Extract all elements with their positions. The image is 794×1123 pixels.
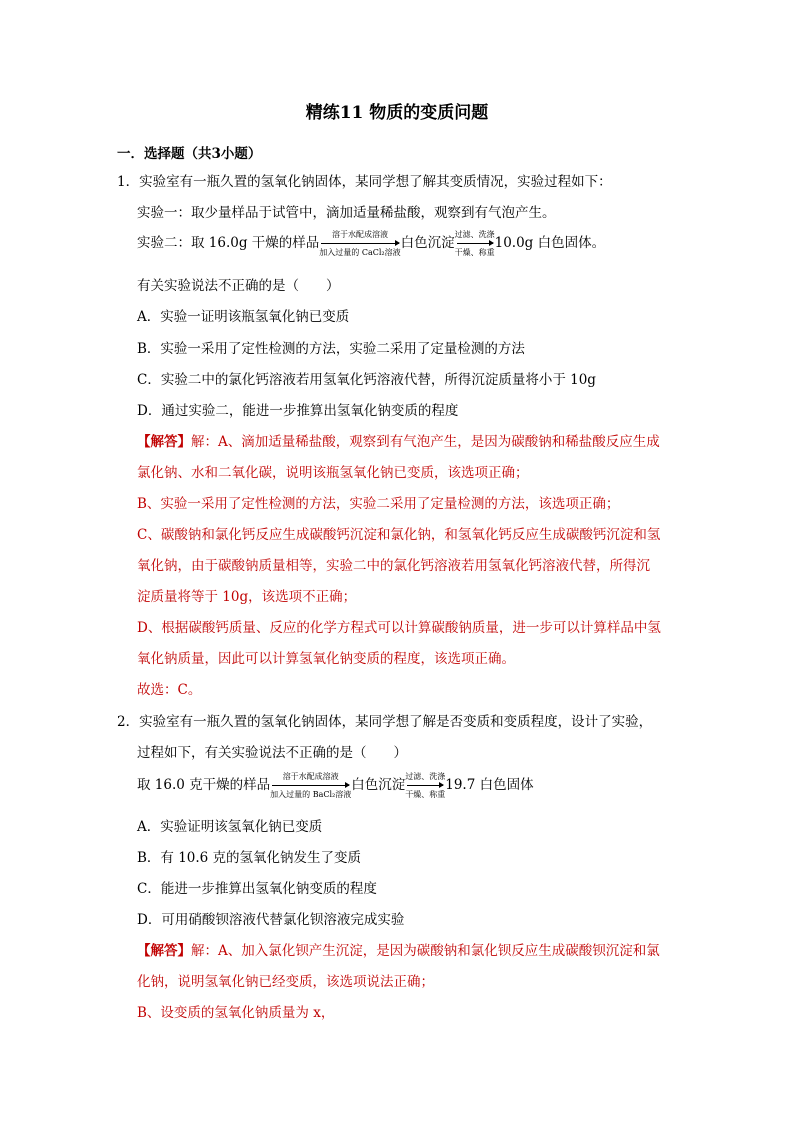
- q1-ask: 有关实验说法不正确的是（ ）: [137, 278, 340, 294]
- q1-answer-line-5: 氧化钠，由于碳酸钠质量相等，实验二中的氯化钙溶液若用氢氧化钙溶液代替，所得沉: [137, 558, 650, 574]
- q2-proc-suffix: 19.7 白色固体: [445, 777, 534, 793]
- q1-r1-bottom: 加入过量的 CaCl₂溶液: [319, 248, 401, 257]
- arrow-icon: [405, 781, 445, 790]
- q2-answer-line-3: B、设变质的氢氧化钠质量为 x，: [137, 1005, 335, 1021]
- q1-answer-line-6: 淀质量将等于 10g，该选项不正确；: [137, 589, 357, 605]
- q2-stem-1: 2．实验室有一瓶久置的氢氧化钠固体，某同学想了解是否变质和变质程度，设计了实验，: [117, 714, 653, 730]
- page-title: 精练11 物质的变质问题: [305, 103, 489, 123]
- q1-r1-top: 溶于水配成溶液: [331, 230, 388, 239]
- q1-answer-choice: 故选：C。: [137, 682, 202, 698]
- q2-proc-prefix: 取 16.0 克干燥的样品: [137, 777, 271, 793]
- q1-exp2-mid: 白色沉淀: [400, 235, 455, 251]
- q2-r1-top: 溶于水配成溶液: [282, 772, 339, 781]
- q2-option-b: B．有 10.6 克的氢氧化钠发生了变质: [137, 850, 362, 866]
- q2-answer-line-2: 化钠，说明氢氧化钠已经变质，该选项说法正确；: [137, 974, 434, 990]
- q1-answer-line-2: 氯化钠、水和二氧化碳，说明该瓶氢氧化钠已变质，该选项正确；: [137, 465, 529, 481]
- arrow-icon: [319, 239, 400, 248]
- q1-stem: 1．实验室有一瓶久置的氢氧化钠固体，某同学想了解其变质情况，实验过程如下：: [117, 174, 612, 190]
- q2-r1-bottom: 加入过量的 BaCl₂溶液: [270, 790, 352, 799]
- q2-answer-text: 解：A、加入氯化钡产生沉淀，是因为碳酸钠和氯化钡反应生成碳酸钡沉淀和氯: [191, 943, 660, 959]
- q1-option-b: B．实验一采用了定性检测的方法，实验二采用了定量检测的方法: [137, 341, 525, 357]
- q1-exp2-suffix: 10.0g 白色固体。: [494, 235, 606, 251]
- q2-r2-bottom: 干燥、称重: [405, 790, 446, 799]
- q1-reaction-arrow-2: [455, 230, 495, 257]
- answer-tag: 【解答】: [137, 943, 191, 959]
- q2-option-c: C．能进一步推算出氢氧化钠变质的程度: [137, 881, 377, 897]
- q1-answer-line-3: B、实验一采用了定性检测的方法，实验二采用了定量检测的方法，该选项正确；: [137, 496, 620, 512]
- q2-reaction-arrow-2: [405, 772, 445, 799]
- q2-answer-line-1: [137, 941, 660, 961]
- q1-answer-line-1: [137, 432, 660, 452]
- q2-stem-2: 过程如下，有关实验说法不正确的是（ ）: [137, 745, 407, 761]
- arrow-icon: [270, 781, 351, 790]
- q1-option-a: A．实验一证明该瓶氢氧化钠已变质: [137, 309, 350, 325]
- q2-option-a: A．实验证明该氢氧化钠已变质: [137, 819, 323, 835]
- q1-option-c: C．实验二中的氯化钙溶液若用氢氧化钙溶液代替，所得沉淀质量将小于 10g: [137, 372, 596, 388]
- q1-exp2-prefix: 实验二：取 16.0g 干燥的样品: [137, 235, 320, 251]
- q1-answer-text: 解：A、滴加适量稀盐酸，观察到有气泡产生，是因为碳酸钠和稀盐酸反应生成: [191, 434, 660, 450]
- q1-r2-bottom: 干燥、称重: [454, 248, 495, 257]
- q2-option-d: D．可用硝酸钡溶液代替氯化钡溶液完成实验: [137, 912, 405, 928]
- q1-r2-top: 过滤、洗涤: [454, 230, 495, 239]
- q1-answer-line-4: C、碳酸钠和氯化钙反应生成碳酸钙沉淀和氯化钠，和氢氧化钙反应生成碳酸钙沉淀和氢: [137, 527, 661, 543]
- answer-tag: 【解答】: [137, 434, 191, 450]
- q2-reaction-arrow-1: [270, 772, 351, 799]
- q1-option-d: D．通过实验二，能进一步推算出氢氧化钠变质的程度: [137, 403, 459, 419]
- q1-answer-line-7: D、根据碳酸钙质量、反应的化学方程式可以计算碳酸钠质量，进一步可以计算样品中氢: [137, 620, 661, 636]
- q1-reaction-arrow-1: [319, 230, 400, 257]
- q1-exp1: 实验一：取少量样品于试管中，滴加适量稀盐酸，观察到有气泡产生。: [137, 205, 556, 221]
- q2-r2-top: 过滤、洗涤: [405, 772, 446, 781]
- section-heading: 一．选择题（共3小题）: [117, 146, 262, 162]
- q2-procedure: [137, 770, 534, 800]
- q1-answer-line-8: 氧化钠质量，因此可以计算氢氧化钠变质的程度，该选项正确。: [137, 651, 515, 667]
- q2-proc-mid: 白色沉淀: [351, 777, 406, 793]
- q1-exp2: [137, 228, 605, 258]
- arrow-icon: [455, 239, 495, 248]
